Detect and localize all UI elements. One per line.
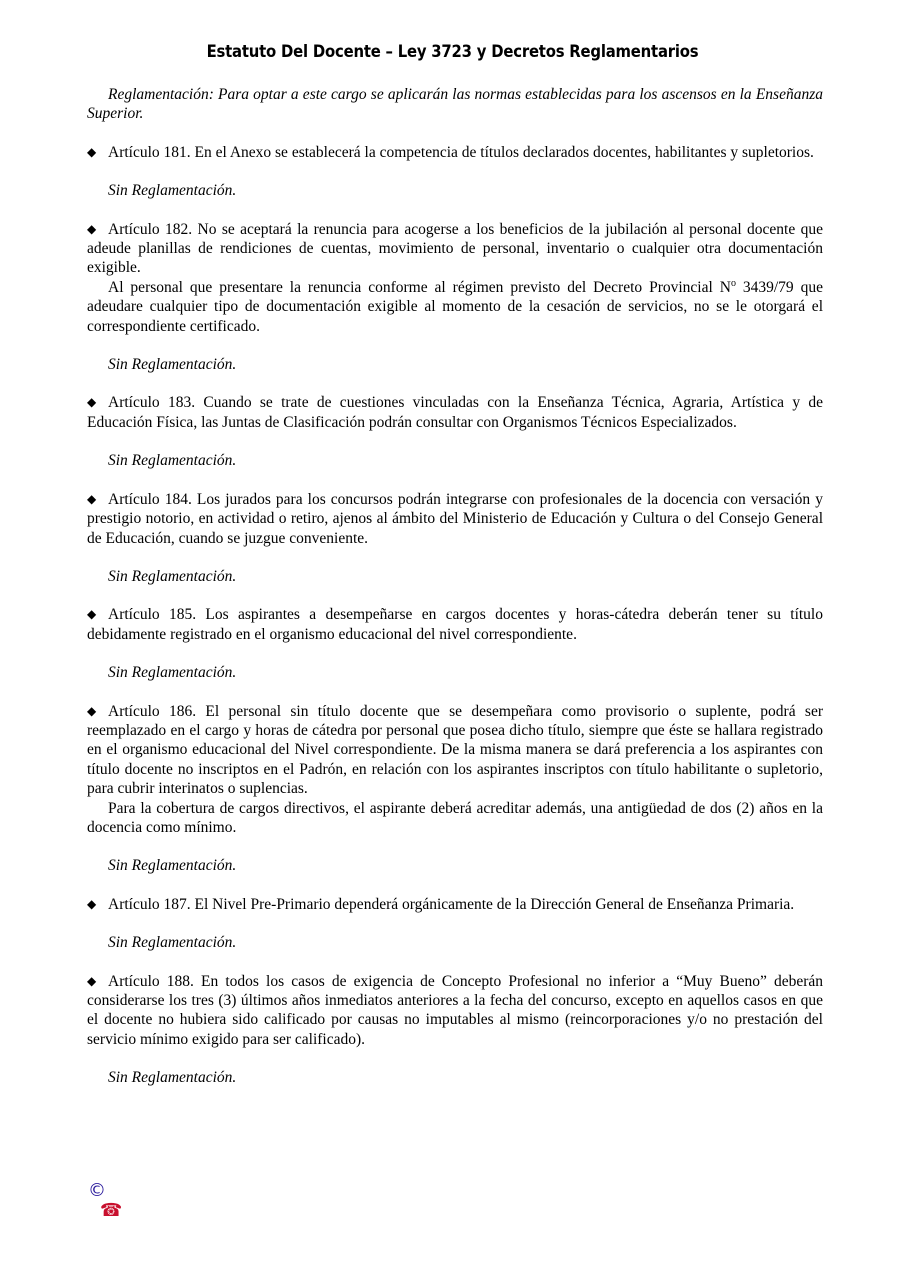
article-text: Artículo 186. El personal sin título docente que se desempeñara como provisorio o suplente, podrá ser reemplazado en el cargo y horas de cátedra por personal que posea dicho título, siempre que éste se hallara registrado en el organismo educacional del Nivel correspondiente. De la misma manera se dará preferencia a los aspirantes con título docente no inscriptos en el Padrón, en relación con los aspirantes inscriptos con título habilitante o supletorio, para cubrir interinatos o suplencias.	[87, 702, 823, 798]
article-187	[87, 895, 823, 914]
article-188	[87, 972, 823, 1050]
intro-regulation: Reglamentación: Para optar a este cargo se aplicarán las normas establecidas para los ascensos en la Enseñanza Superior.	[87, 86, 823, 123]
no-regulation-note: Sin Reglamentación.	[108, 182, 237, 200]
article-text: Artículo 182. No se aceptará la renuncia para acogerse a los beneficios de la jubilación al personal docente que adeude planillas de rendiciones de cuentas, movimiento de personal, inventario o cualquier otra documentación exigible.	[87, 220, 823, 277]
article-182	[87, 220, 823, 278]
no-regulation-note: Sin Reglamentación.	[108, 356, 237, 374]
article-text: Artículo 187. El Nivel Pre-Primario dependerá orgánicamente de la Dirección General de Enseñanza Primaria.	[108, 895, 795, 913]
article-185	[87, 605, 823, 644]
page-title: Estatuto Del Docente – Ley 3723 y Decretos Reglamentarios	[206, 42, 699, 61]
article-text: Artículo 185. Los aspirantes a desempeñarse en cargos docentes y horas-cátedra deberán tener su título debidamente registrado en el organismo educacional del nivel correspondiente.	[87, 606, 823, 643]
phone-icon: ☎	[100, 1200, 123, 1221]
no-regulation-note: Sin Reglamentación.	[108, 857, 237, 875]
no-regulation-note: Sin Reglamentación.	[108, 567, 237, 585]
diamond-bullet-icon: ◆	[87, 896, 97, 911]
article-183	[87, 393, 823, 432]
copyright-icon: ©	[88, 1180, 106, 1201]
article-181	[87, 143, 823, 162]
document-body	[87, 85, 823, 1088]
diamond-bullet-icon: ◆	[87, 703, 97, 718]
diamond-bullet-icon: ◆	[87, 221, 97, 236]
page-footer	[88, 1180, 388, 1226]
diamond-bullet-icon: ◆	[87, 144, 97, 159]
no-regulation-note: Sin Reglamentación.	[108, 1069, 237, 1087]
article-text: Artículo 183. Cuando se trate de cuestiones vinculadas con la Enseñanza Técnica, Agraria, Artística y de Educación Física, las Juntas de Clasificación podrán consultar con Organismos Técnicos Especializados.	[87, 394, 823, 431]
no-regulation-note: Sin Reglamentación.	[108, 452, 237, 470]
article-text: Artículo 181. En el Anexo se establecerá la competencia de títulos declarados docentes, habilitantes y supletorios.	[108, 143, 814, 161]
article-text: Artículo 188. En todos los casos de exigencia de Concepto Profesional no inferior a “Muy Bueno” deberán considerarse los tres (3) últimos años inmediatos anteriores a la fecha del concurso, excepto en aquellos casos en que el docente no hubiera sido calificado por causas no imputables al mismo (reincorporaciones y/o no prestación del servicio mínimo exigido para ser calificado).	[87, 972, 823, 1048]
article-text: Artículo 184. Los jurados para los concursos podrán integrarse con profesionales de la docencia con versación y prestigio notorio, en actividad o retiro, ajenos al ámbito del Ministerio de Educación y Cultura o del Consejo General de Educación, cuando se juzgue conveniente.	[87, 490, 823, 547]
diamond-bullet-icon: ◆	[87, 973, 97, 988]
diamond-bullet-icon: ◆	[87, 395, 97, 410]
article-182-paragraph-2: Al personal que presentare la renuncia conforme al régimen previsto del Decreto Provincial $N^o$ 3439/79 que adeudare cualquier tipo de documentación exigible al momento de la cesación de servicios, no se le otorgará el correspondiente certificado.	[87, 277, 823, 335]
no-regulation-note: Sin Reglamentación.	[108, 934, 237, 952]
article-184	[87, 490, 823, 548]
no-regulation-note: Sin Reglamentación.	[108, 664, 237, 682]
diamond-bullet-icon: ◆	[87, 491, 97, 506]
article-186-paragraph-2: Para la cobertura de cargos directivos, el aspirante deberá acreditar además, una antigüedad de dos (2) años en la docencia como mínimo.	[87, 799, 823, 836]
article-186	[87, 702, 823, 799]
diamond-bullet-icon: ◆	[87, 607, 97, 622]
